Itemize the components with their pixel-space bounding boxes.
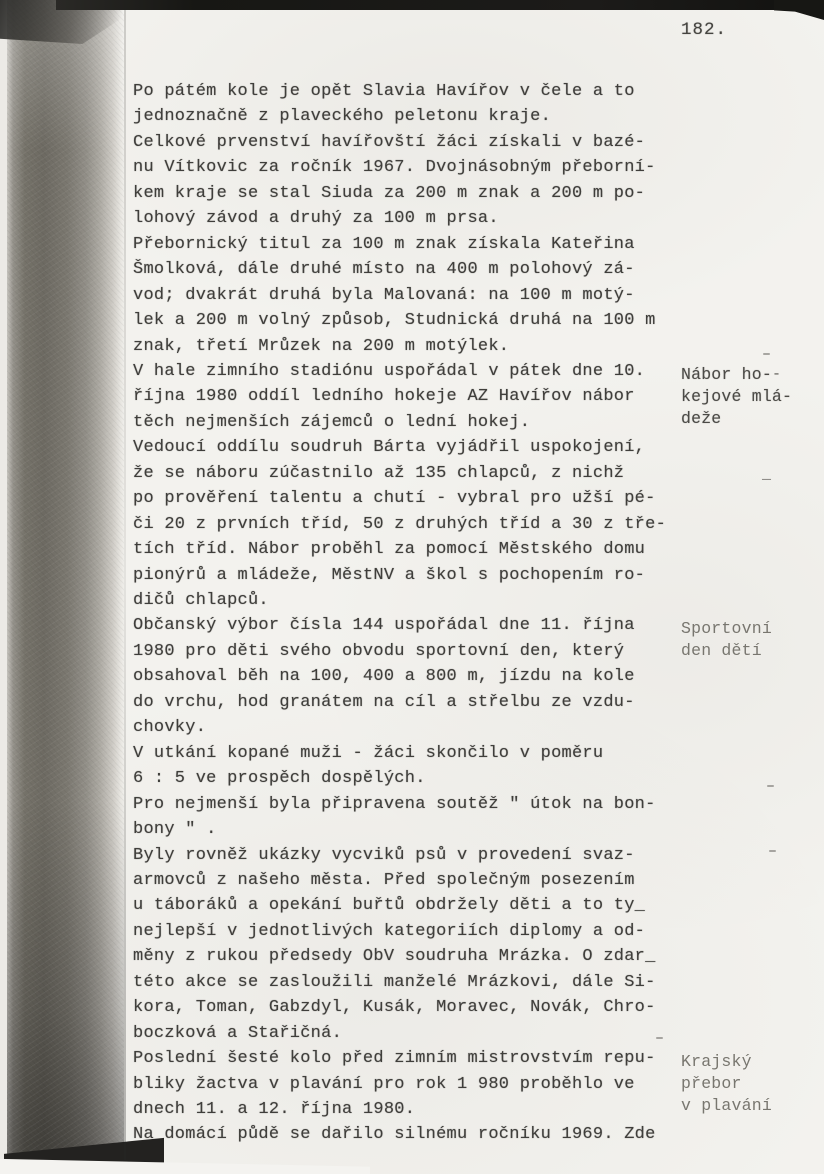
book-binding (6, 0, 124, 1174)
text-line: V utkání kopané muži - žáci skončilo v poměru (133, 743, 604, 763)
text-line: října 1980 oddíl ledního hokeje AZ Havířov nábor (133, 387, 635, 407)
margin-note-line: den dětí (681, 641, 762, 661)
text-line: 6 : 5 ve prospěch dospělých. (133, 769, 426, 789)
text-line: armovců z našeho města. Před společným posezením (133, 870, 635, 890)
stray-mark: – (655, 1030, 665, 1047)
text-line: do vrchu, hod granátem na cíl a střelbu ze vzdu- (133, 692, 635, 712)
text-line: tích tříd. Nábor proběhl za pomocí Městského domu (133, 540, 646, 560)
text-line: kora, Toman, Gabzdyl, Kusák, Moravec, Novák, Chro- (133, 998, 656, 1018)
text-line: znak, třetí Mrůzek na 200 m motýlek. (133, 336, 510, 356)
text-line: měny z rukou předsedy ObV soudruha Mrázka. O zdar_ (133, 947, 656, 967)
scan-left-edge (0, 0, 7, 1174)
text-line: lohový závod a druhý za 100 m prsa. (133, 209, 499, 229)
text-line: Poslední šesté kolo před zimním mistrovstvím repu- (133, 1049, 656, 1069)
text-line: vod; dvakrát druhá byla Malovaná: na 100 m motý- (133, 285, 635, 305)
text-line: že se náboru zúčastnilo až 135 chlapců, z nichž (133, 463, 625, 483)
margin-note-line: Krajský (681, 1052, 752, 1072)
text-line: u táboráků a opekání buřtů obdržely děti a to ty_ (133, 896, 646, 916)
page-edge-seam (124, 0, 126, 1160)
text-line: chovky. (133, 718, 207, 738)
text-line: Vedoucí oddílu soudruh Bárta vyjádřil uspokojení, (133, 438, 646, 458)
text-line: dičů chlapců. (133, 591, 269, 610)
text-line: bliky žactva v plavání pro rok 1 980 proběhlo ve (133, 1074, 635, 1094)
text-line: Pro nejmenší byla připravena soutěž " útok na bon- (133, 794, 656, 814)
text-line: po prověření talentu a chutí - vybral pro užší pé- (133, 489, 656, 509)
margin-note-line: v plavání (681, 1096, 772, 1116)
text-line: dnech 11. a 12. října 1980. (133, 1100, 416, 1119)
text-line: Přebornický titul za 100 m znak získala Kateřina (133, 234, 635, 254)
stray-mark: - (772, 366, 782, 383)
text-line: Na domácí půdě se dařilo silnému ročníku 1969. Zde (133, 1125, 656, 1145)
text-line: lek a 200 m volný způsob, Studnická druhá na 100 m (133, 311, 656, 331)
text-line: boczková a Stařičná. (133, 1023, 343, 1043)
margin-note-line: Sportovní (681, 619, 772, 639)
scan-top-edge (56, 0, 824, 10)
text-line: Po pátém kole je opět Slavia Havířov v čele a to (133, 82, 635, 101)
margin-note (681, 618, 772, 662)
margin-note-line: přebor (681, 1074, 742, 1094)
text-line: Byly rovněž ukázky vycviků psů v provedení svaz- (133, 845, 635, 865)
stray-mark: – (768, 843, 778, 860)
scan-top-edge-right (774, 0, 824, 20)
text-line: kem kraje se stal Siuda za 200 m znak a 200 m po- (133, 183, 646, 203)
text-line: Šmolková, dále druhé místo na 400 m polohový zá- (133, 260, 635, 280)
margin-note-line: Nábor ho- (681, 364, 772, 384)
text-line: obsahoval běh na 100, 400 a 800 m, jízdu na kole (133, 667, 635, 687)
margin-note-line: deže (681, 408, 722, 428)
margin-note (681, 1051, 772, 1117)
text-line: pionýrů a mládeže, MěstNV a škol s pochopením ro- (133, 565, 646, 585)
text-line: nejlepší v jednotlivých kategoriích diplomy a od- (133, 921, 646, 941)
text-line: jednoznačně z plaveckého peletonu kraje. (133, 107, 552, 127)
stray-mark: – (766, 778, 776, 795)
text-line: či 20 z prvních tříd, 50 z druhých tříd a 30 z tře- (133, 514, 667, 534)
text-line: nu Vítkovic za ročník 1967. Dvojnásobným přeborní- (133, 158, 656, 178)
text-line: Celkové prvenství havířovští žáci získali v bazé- (133, 132, 646, 152)
text-line: V hale zimního stadiónu uspořádal v pátek dne 10. (133, 361, 646, 381)
text-line: této akce se zasloužili manželé Mrázkovi, dále Si- (133, 972, 656, 992)
margin-note-line: kejové mlá- (681, 386, 793, 406)
text-line: bony " . (133, 820, 217, 840)
text-line: těch nejmenších zájemců o lední hokej. (133, 412, 531, 432)
text-line: 1980 pro děti svého obvodu sportovní den, který (133, 641, 625, 661)
stray-mark: _ (762, 466, 772, 483)
page-number: 182. (681, 20, 728, 40)
text-line: Občanský výbor čísla 144 uspořádal dne 11. října (133, 616, 635, 636)
stray-mark: – (762, 346, 772, 363)
